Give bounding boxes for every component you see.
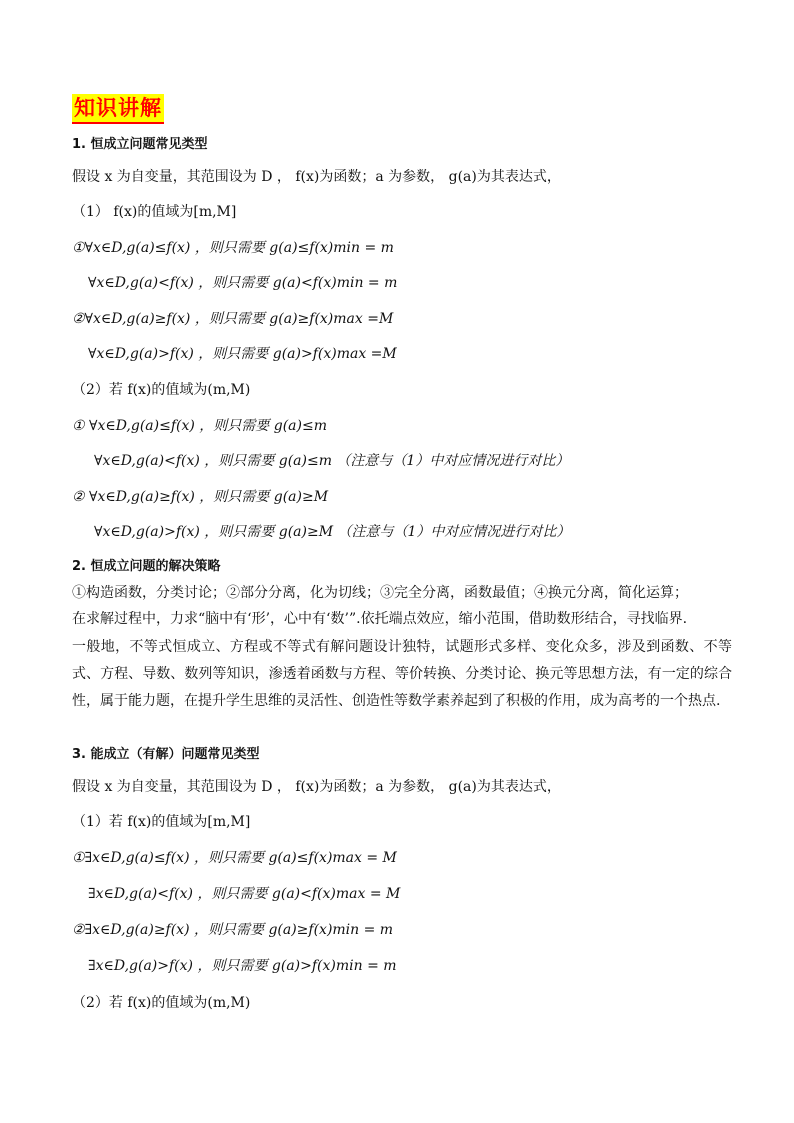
line-s1-head: 1. 恒成立问题常见类型 xyxy=(72,137,208,152)
line-s3-c1-1a: ①∃x∈D,g(a)≤f(x) ，则只需要 g(a)≤f(x)max = M xyxy=(72,850,397,866)
line-s3-c1: （1）若 f(x)的值域为[m,M] xyxy=(72,814,251,830)
line-s1-c2-1a: ① ∀x∈D,g(a)≤f(x) ，则只需要 g(a)≤m xyxy=(72,418,327,434)
line-s1-c2: （2）若 f(x)的值域为(m,M) xyxy=(72,382,251,398)
line-s2-approach: 在求解过程中，力求“脑中有‘形’，心中有‘数’”.依托端点效应，缩小范围，借助数形结合，寻找临界. xyxy=(72,611,688,627)
line-s1-c1: （1） f(x)的值域为[m,M] xyxy=(72,204,237,220)
line-s3-head: 3. 能成立（有解）问题常见类型 xyxy=(72,747,260,762)
section-title: 知识讲解 xyxy=(72,94,164,124)
line-s1-c2-2a: ② ∀x∈D,g(a)≥f(x) ，则只需要 g(a)≥M xyxy=(72,489,329,505)
line-s3-intro: 假设 x 为自变量，其范围设为 D ， f(x)为函数；a 为参数， g(a)为其表达式， xyxy=(72,779,561,795)
line-s2-strategies: ①构造函数，分类讨论；②部分分离，化为切线；③完全分离，函数最值；④换元分离，简化运算； xyxy=(72,585,688,601)
line-s3-c2: （2）若 f(x)的值域为(m,M) xyxy=(72,995,251,1011)
line-s1-c1-2a: ②∀x∈D,g(a)≥f(x) ，则只需要 g(a)≥f(x)max =M xyxy=(72,311,394,327)
line-s2-head: 2. 恒成立问题的解决策略 xyxy=(72,559,221,574)
line-s1-c1-2b: ∀x∈D,g(a)>f(x) ，则只需要 g(a)>f(x)max =M xyxy=(88,346,397,362)
line-s1-c1-1a: ①∀x∈D,g(a)≤f(x) ，则只需要 g(a)≤f(x)min = m xyxy=(72,240,394,256)
line-s1-c1-1b: ∀x∈D,g(a)<f(x) ，则只需要 g(a)<f(x)min = m xyxy=(88,275,398,291)
line-s3-c1-1b: ∃x∈D,g(a)<f(x) ，则只需要 g(a)<f(x)max = M xyxy=(88,886,401,902)
line-s3-c1-2b: ∃x∈D,g(a)>f(x) ，则只需要 g(a)>f(x)min = m xyxy=(88,958,397,974)
line-s1-c2-1b: ∀x∈D,g(a)<f(x) ，则只需要 g(a)≤m （注意与（1）中对应情况进行对比） xyxy=(94,453,570,469)
summary-paragraph: 一般地，不等式恒成立、方程或不等式有解问题设计独特，试题形式多样、变化众多，涉及到函数、不等式、方程、导数、数列等知识，渗透着函数与方程、等价转换、分类讨论、换元等思想方法，有一定的综合性，属于能力题，在提升学生思维的灵活性、创造性等数学素养起到了积极的作用，成为高考的一个热点. xyxy=(72,639,732,709)
line-s1-intro: 假设 x 为自变量，其范围设为 D ， f(x)为函数；a 为参数， g(a)为其表达式， xyxy=(72,169,561,185)
line-s1-c2-2b: ∀x∈D,g(a)>f(x) ，则只需要 g(a)≥M （注意与（1）中对应情况进行对比） xyxy=(94,524,571,540)
line-s3-c1-2a: ②∃x∈D,g(a)≥f(x) ，则只需要 g(a)≥f(x)min = m xyxy=(72,922,394,938)
